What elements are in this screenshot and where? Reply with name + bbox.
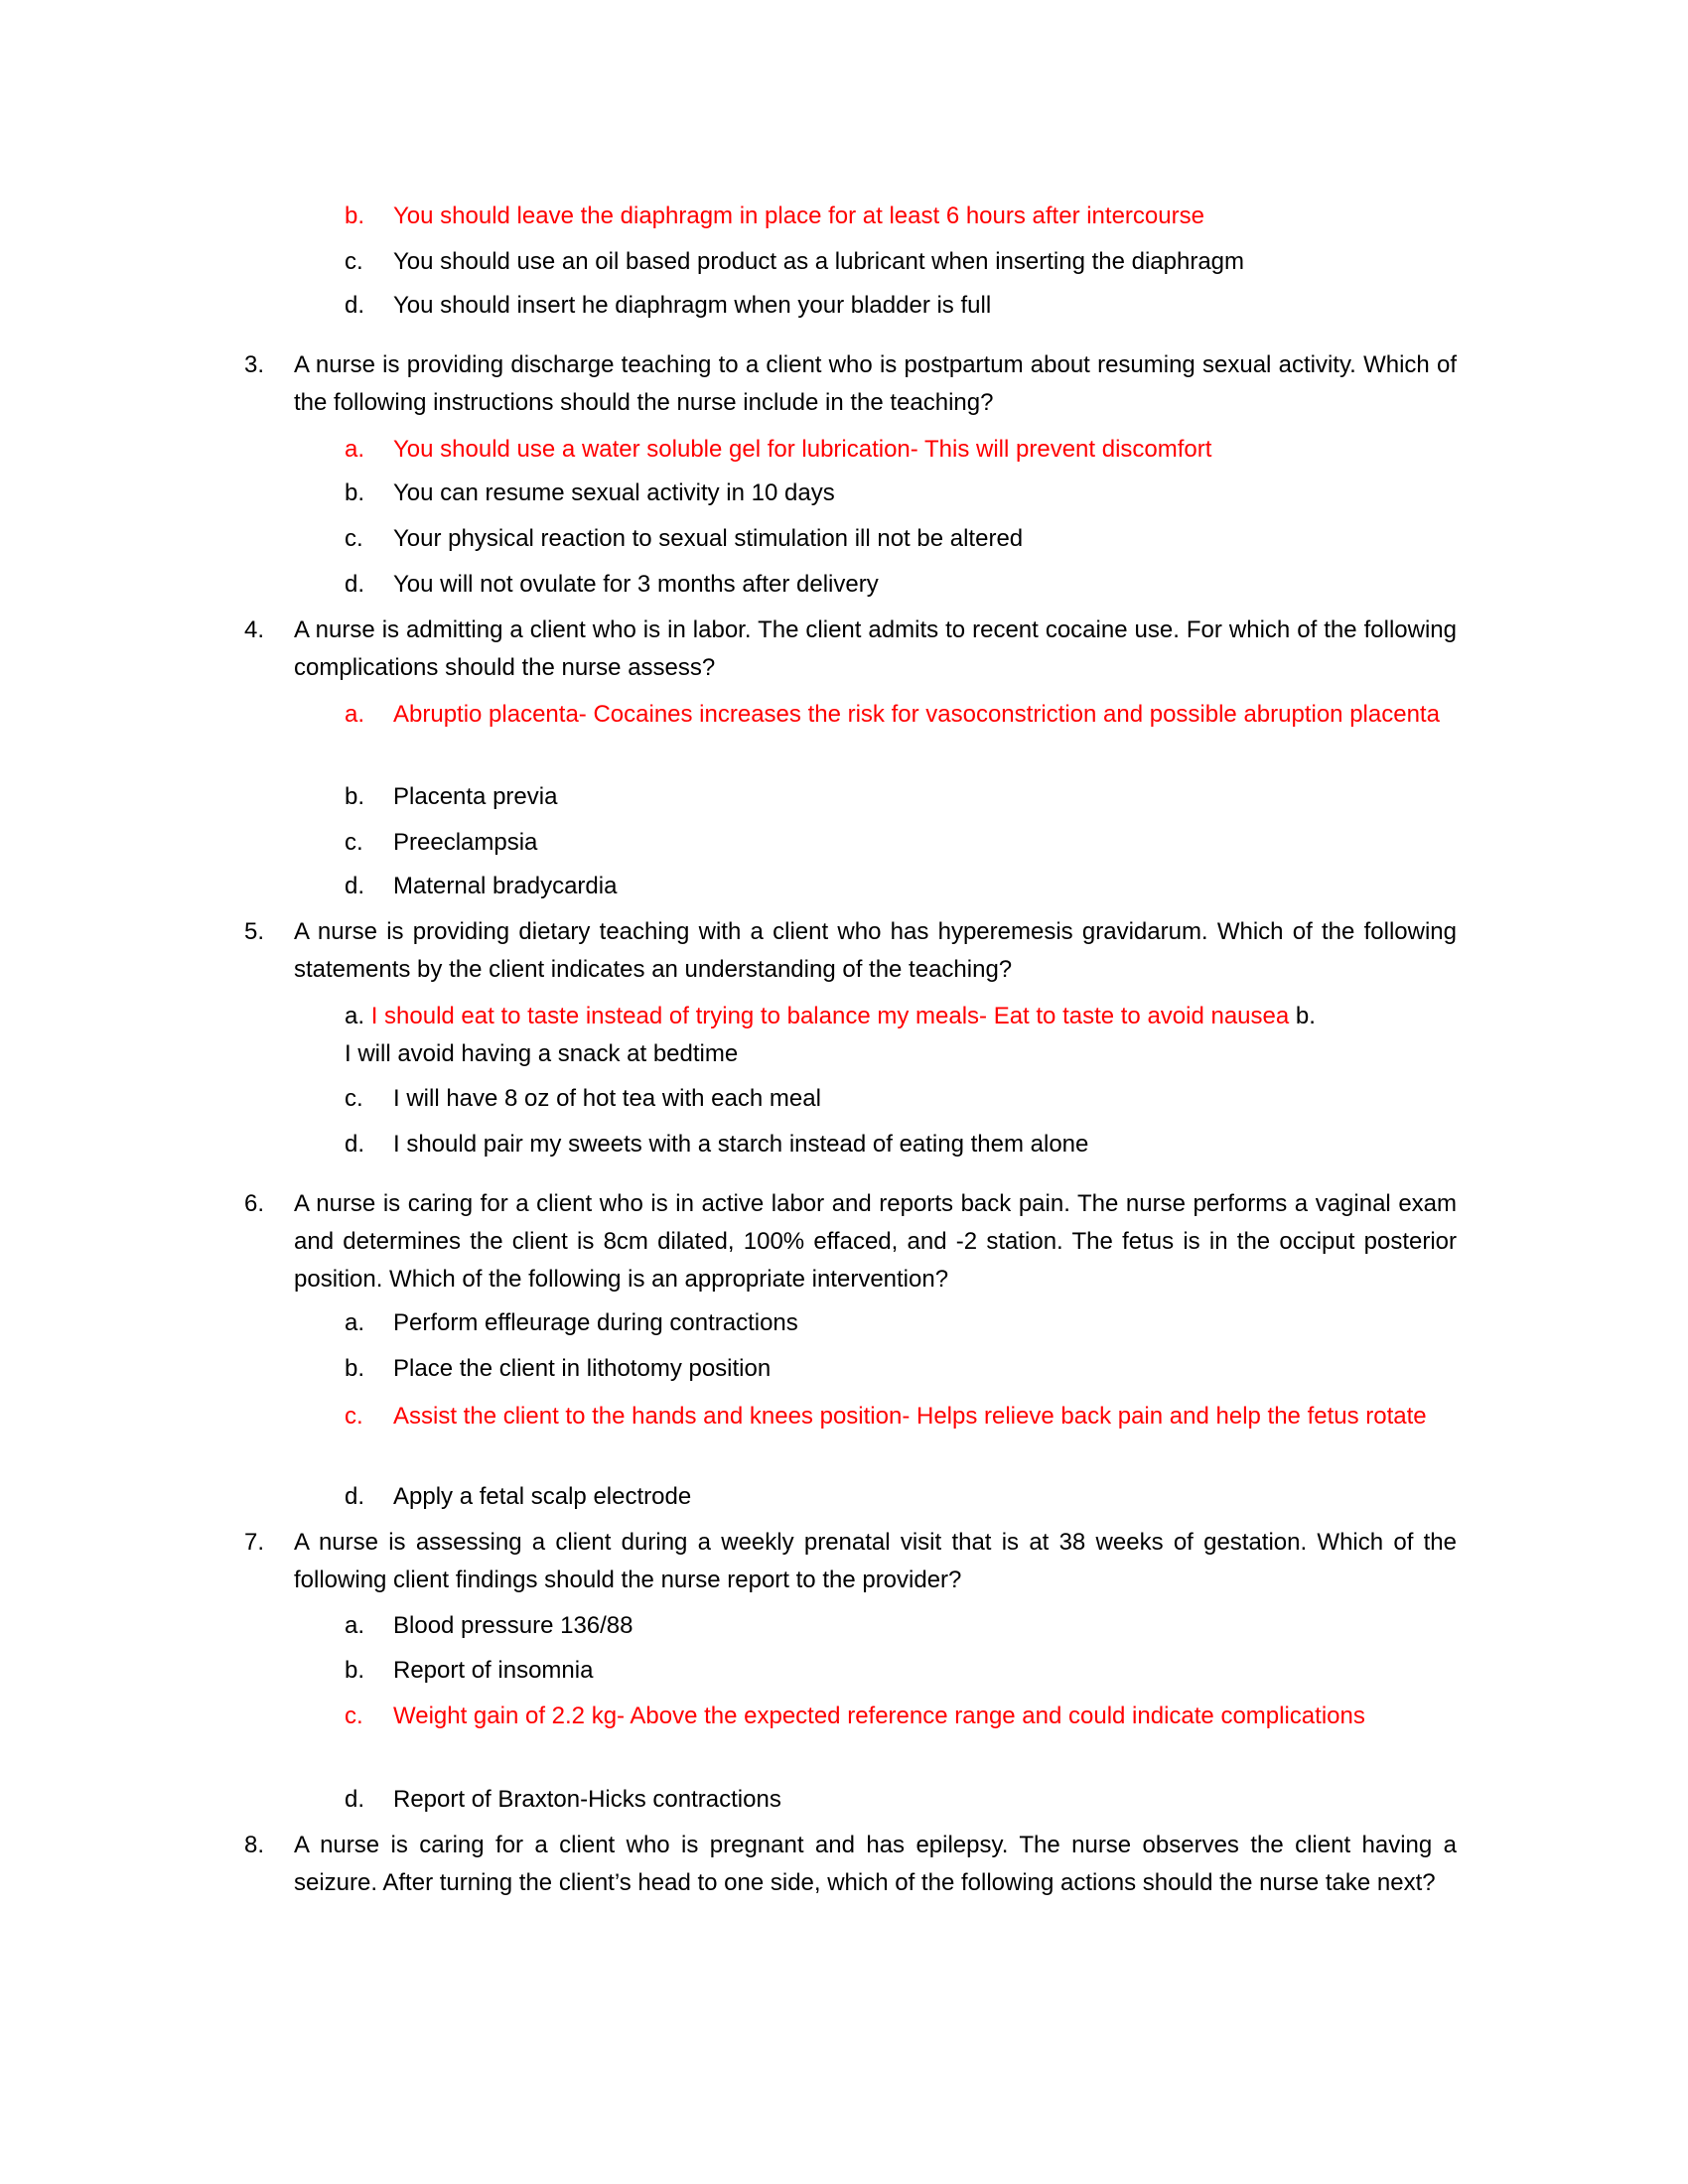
question-3 xyxy=(244,346,1457,422)
option-text-correct: Assist the client to the hands and knees position- Helps relieve back pain and help the fetus rotate xyxy=(393,1403,1427,1430)
question-text: A nurse is caring for a client who is pregnant and has epilepsy. The nurse observes the client having a seizure. After turning the client’s head to one side, which of the following actions should the nurse take next? xyxy=(294,1832,1457,1896)
question-text: A nurse is admitting a client who is in labor. The client admits to recent cocaine use. For which of the following complications should the nurse assess? xyxy=(294,616,1457,681)
question-text: A nurse is caring for a client who is in active labor and reports back pain. The nurse performs a vaginal exam and determines the client is 8cm dilated, 100% effaced, and -2 station. The fetus is in the occiput posterior position. Which of the following is an appropriate intervention? xyxy=(294,1190,1457,1293)
option-text: Report of insomnia xyxy=(393,1657,594,1684)
option-letter: d. xyxy=(345,1131,365,1158)
option-text-correct: You should leave the diaphragm in place for at least 6 hours after intercourse xyxy=(393,203,1204,229)
option-3d xyxy=(345,566,1457,604)
question-8 xyxy=(244,1827,1457,1902)
option-letter: d. xyxy=(345,292,365,319)
option-text-correct: Weight gain of 2.2 kg- Above the expected reference range and could indicate complications xyxy=(393,1703,1365,1729)
question-number: 7. xyxy=(244,1529,265,1556)
option-5d xyxy=(345,1126,1457,1163)
option-6c xyxy=(345,1398,1457,1435)
option-letter: c. xyxy=(345,1085,363,1112)
option-text: Place the client in lithotomy position xyxy=(393,1355,772,1382)
option-letter: a. xyxy=(345,1612,365,1639)
option-text: You will not ovulate for 3 months after delivery xyxy=(393,571,879,598)
option-6b xyxy=(345,1350,1457,1388)
option-letter: b. xyxy=(345,1355,365,1382)
option-2d xyxy=(345,287,1457,325)
question-5 xyxy=(244,913,1457,989)
option-4d xyxy=(345,868,1457,905)
option-text: Placenta previa xyxy=(393,783,558,810)
option-text: You can resume sexual activity in 10 days xyxy=(393,479,835,506)
option-text: Preeclampsia xyxy=(393,829,538,856)
option-letter: c. xyxy=(345,829,363,856)
option-6d xyxy=(345,1478,1457,1516)
option-5c xyxy=(345,1080,1457,1118)
question-7 xyxy=(244,1524,1457,1599)
option-text: Report of Braxton-Hicks contractions xyxy=(393,1786,781,1813)
option-text: I will avoid having a snack at bedtime xyxy=(345,1040,739,1067)
option-text-correct: Abruptio placenta- Cocaines increases the risk for vasoconstriction and possible abruption placenta xyxy=(393,701,1440,728)
option-text-correct: I should eat to taste instead of trying to balance my meals- Eat to taste to avoid nausea xyxy=(370,1003,1290,1029)
question-number: 4. xyxy=(244,616,265,643)
option-text-correct: You should use a water soluble gel for lubrication- This will prevent discomfort xyxy=(393,436,1212,463)
question-number: 6. xyxy=(244,1190,265,1217)
question-number: 3. xyxy=(244,351,265,378)
option-text: Blood pressure 136/88 xyxy=(393,1612,633,1639)
question-text: A nurse is providing dietary teaching with a client who has hyperemesis gravidarum. Which of the following statements by the client indicates an understanding of the teaching? xyxy=(294,918,1457,983)
option-7b xyxy=(345,1652,1457,1690)
option-4b xyxy=(345,778,1457,816)
option-5a-5b xyxy=(345,998,1467,1073)
option-text: I should pair my sweets with a starch instead of eating them alone xyxy=(393,1131,1089,1158)
option-letter: a. xyxy=(345,701,365,728)
option-text: You should use an oil based product as a lubricant when inserting the diaphragm xyxy=(393,248,1245,275)
option-letter: a. xyxy=(345,1003,365,1029)
option-4a xyxy=(345,696,1457,734)
option-letter: d. xyxy=(345,1483,365,1510)
option-4c xyxy=(345,824,1457,862)
option-letter: b. xyxy=(1295,1003,1316,1029)
option-3a xyxy=(345,431,1457,469)
option-letter: d. xyxy=(345,571,365,598)
option-letter: c. xyxy=(345,1403,363,1430)
option-letter: b. xyxy=(345,783,365,810)
question-text: A nurse is assessing a client during a weekly prenatal visit that is at 38 weeks of gestation. Which of the following client findings should the nurse report to the provider? xyxy=(294,1529,1457,1593)
option-letter: a. xyxy=(345,436,365,463)
option-letter: b. xyxy=(345,203,365,229)
option-2b xyxy=(345,198,1457,235)
option-letter: c. xyxy=(345,248,363,275)
option-text: Apply a fetal scalp electrode xyxy=(393,1483,692,1510)
question-number: 8. xyxy=(244,1832,265,1858)
option-2c xyxy=(345,243,1457,281)
option-letter: a. xyxy=(345,1309,365,1336)
option-text: Your physical reaction to sexual stimulation ill not be altered xyxy=(393,525,1024,552)
option-text: Maternal bradycardia xyxy=(393,873,618,899)
option-letter: c. xyxy=(345,1703,363,1729)
option-3b xyxy=(345,475,1457,512)
option-6a xyxy=(345,1304,1457,1342)
option-letter: d. xyxy=(345,873,365,899)
option-letter: c. xyxy=(345,525,363,552)
question-text: A nurse is providing discharge teaching to a client who is postpartum about resuming sexual activity. Which of the following instructions should the nurse include in the teaching? xyxy=(294,351,1457,416)
option-7a xyxy=(345,1607,1457,1645)
question-number: 5. xyxy=(244,918,265,945)
option-7c xyxy=(345,1698,1457,1735)
option-3c xyxy=(345,520,1457,558)
option-text: Perform effleurage during contractions xyxy=(393,1309,798,1336)
option-7d xyxy=(345,1781,1457,1819)
option-letter: d. xyxy=(345,1786,365,1813)
question-4 xyxy=(244,612,1457,687)
option-text: You should insert he diaphragm when your bladder is full xyxy=(393,292,992,319)
option-letter: b. xyxy=(345,1657,365,1684)
question-6 xyxy=(244,1185,1457,1298)
option-letter: b. xyxy=(345,479,365,506)
option-text: I will have 8 oz of hot tea with each meal xyxy=(393,1085,821,1112)
